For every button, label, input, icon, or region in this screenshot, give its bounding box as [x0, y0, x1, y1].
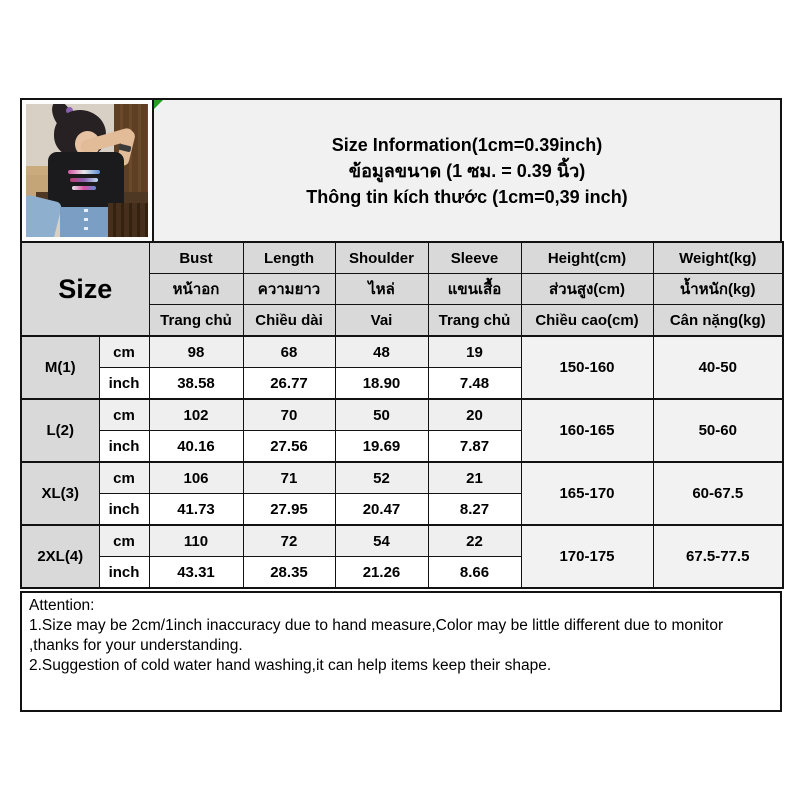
measure-cell: 71: [243, 462, 335, 494]
col-header-length: Length: [243, 242, 335, 274]
top-section: [20, 98, 782, 243]
measure-cell: 7.48: [428, 368, 521, 400]
measure-cell: 26.77: [243, 368, 335, 400]
col-header-length-vi: Chiều dài: [243, 305, 335, 337]
weight-range-cell: 60-67.5: [653, 462, 783, 525]
unit-label-inch: inch: [99, 368, 149, 400]
size-label-2xl4: 2XL(4): [21, 525, 99, 588]
photo-chair: [108, 203, 148, 237]
measure-cell: 48: [335, 336, 428, 368]
col-header-sleeve-th: แขนเสื้อ: [428, 274, 521, 305]
measure-cell: 19.69: [335, 431, 428, 463]
measure-cell: 27.95: [243, 494, 335, 526]
size-table: [20, 241, 784, 589]
weight-range-cell: 50-60: [653, 399, 783, 462]
photo-shirt-print: [72, 186, 96, 190]
title-vietnamese: Thông tin kích thước (1cm=0,39 inch): [306, 186, 628, 207]
col-header-weight-th: น้ำหนัก(kg): [653, 274, 783, 305]
measure-cell: 38.58: [149, 368, 243, 400]
unit-label-inch: inch: [99, 431, 149, 463]
size-label-l2: L(2): [21, 399, 99, 462]
col-header-height: Height(cm): [521, 242, 653, 274]
measure-cell: 21.26: [335, 557, 428, 589]
measure-cell: 22: [428, 525, 521, 557]
size-row-2xl4-cm: [21, 525, 783, 557]
col-header-sleeve: Sleeve: [428, 242, 521, 274]
size-label-xl3: XL(3): [21, 462, 99, 525]
size-corner-label: Size: [21, 242, 149, 336]
title-thai: ข้อมูลขนาด (1 ซม. = 0.39 นิ้ว): [348, 160, 586, 181]
measure-cell: 27.56: [243, 431, 335, 463]
measure-cell: 52: [335, 462, 428, 494]
measure-cell: 8.66: [428, 557, 521, 589]
col-header-shoulder-th: ไหล่: [335, 274, 428, 305]
measure-cell: 40.16: [149, 431, 243, 463]
measure-cell: 72: [243, 525, 335, 557]
measure-cell: 43.31: [149, 557, 243, 589]
height-range-cell: 170-175: [521, 525, 653, 588]
size-label-m1: M(1): [21, 336, 99, 399]
measure-cell: 106: [149, 462, 243, 494]
attention-box: [20, 591, 782, 712]
weight-range-cell: 40-50: [653, 336, 783, 399]
unit-label-cm: cm: [99, 336, 149, 368]
unit-label-cm: cm: [99, 399, 149, 431]
col-header-shoulder: Shoulder: [335, 242, 428, 274]
measure-cell: 102: [149, 399, 243, 431]
product-photo-scene: [26, 104, 148, 237]
col-header-height-th: ส่วนสูง(cm): [521, 274, 653, 305]
col-header-shoulder-vi: Vai: [335, 305, 428, 337]
cell-comment-marker-icon: [154, 100, 163, 109]
measure-cell: 70: [243, 399, 335, 431]
col-header-weight-vi: Cân nặng(kg): [653, 305, 783, 337]
size-row-l2-cm: [21, 399, 783, 431]
measure-cell: 20: [428, 399, 521, 431]
measure-cell: 20.47: [335, 494, 428, 526]
height-range-cell: 160-165: [521, 399, 653, 462]
measure-cell: 8.27: [428, 494, 521, 526]
measure-cell: 28.35: [243, 557, 335, 589]
measure-cell: 7.87: [428, 431, 521, 463]
product-photo: [22, 100, 154, 241]
unit-label-inch: inch: [99, 557, 149, 589]
measure-cell: 98: [149, 336, 243, 368]
unit-label-cm: cm: [99, 462, 149, 494]
col-header-sleeve-vi: Trang chủ: [428, 305, 521, 337]
attention-heading: Attention:: [29, 597, 95, 614]
col-header-bust-vi: Trang chủ: [149, 305, 243, 337]
attention-note-1: 1.Size may be 2cm/1inch inaccuracy due to hand measure,Color may be little different due to monitor ,thanks for your understanding.: [29, 617, 724, 654]
size-chart-panel: [20, 98, 782, 712]
title-english: Size Information(1cm=0.39inch): [331, 134, 603, 155]
measure-cell: 68: [243, 336, 335, 368]
measure-cell: 18.90: [335, 368, 428, 400]
height-range-cell: 165-170: [521, 462, 653, 525]
photo-shirt-print: [68, 170, 100, 174]
unit-label-cm: cm: [99, 525, 149, 557]
measure-cell: 41.73: [149, 494, 243, 526]
col-header-height-vi: Chiều cao(cm): [521, 305, 653, 337]
title-panel: [154, 100, 780, 241]
height-range-cell: 150-160: [521, 336, 653, 399]
photo-denim-skirt: [60, 207, 114, 237]
col-header-bust-th: หน้าอก: [149, 274, 243, 305]
col-header-weight: Weight(kg): [653, 242, 783, 274]
measure-cell: 21: [428, 462, 521, 494]
measure-cell: 19: [428, 336, 521, 368]
header-row-english: [21, 242, 783, 274]
attention-note-2: 2.Suggestion of cold water hand washing,it can help items keep their shape.: [29, 657, 552, 674]
measure-cell: 50: [335, 399, 428, 431]
measure-cell: 110: [149, 525, 243, 557]
weight-range-cell: 67.5-77.5: [653, 525, 783, 588]
col-header-bust: Bust: [149, 242, 243, 274]
col-header-length-th: ความยาว: [243, 274, 335, 305]
measure-cell: 54: [335, 525, 428, 557]
unit-label-inch: inch: [99, 494, 149, 526]
size-row-xl3-cm: [21, 462, 783, 494]
photo-shirt-print: [70, 178, 98, 182]
size-row-m1-cm: [21, 336, 783, 368]
